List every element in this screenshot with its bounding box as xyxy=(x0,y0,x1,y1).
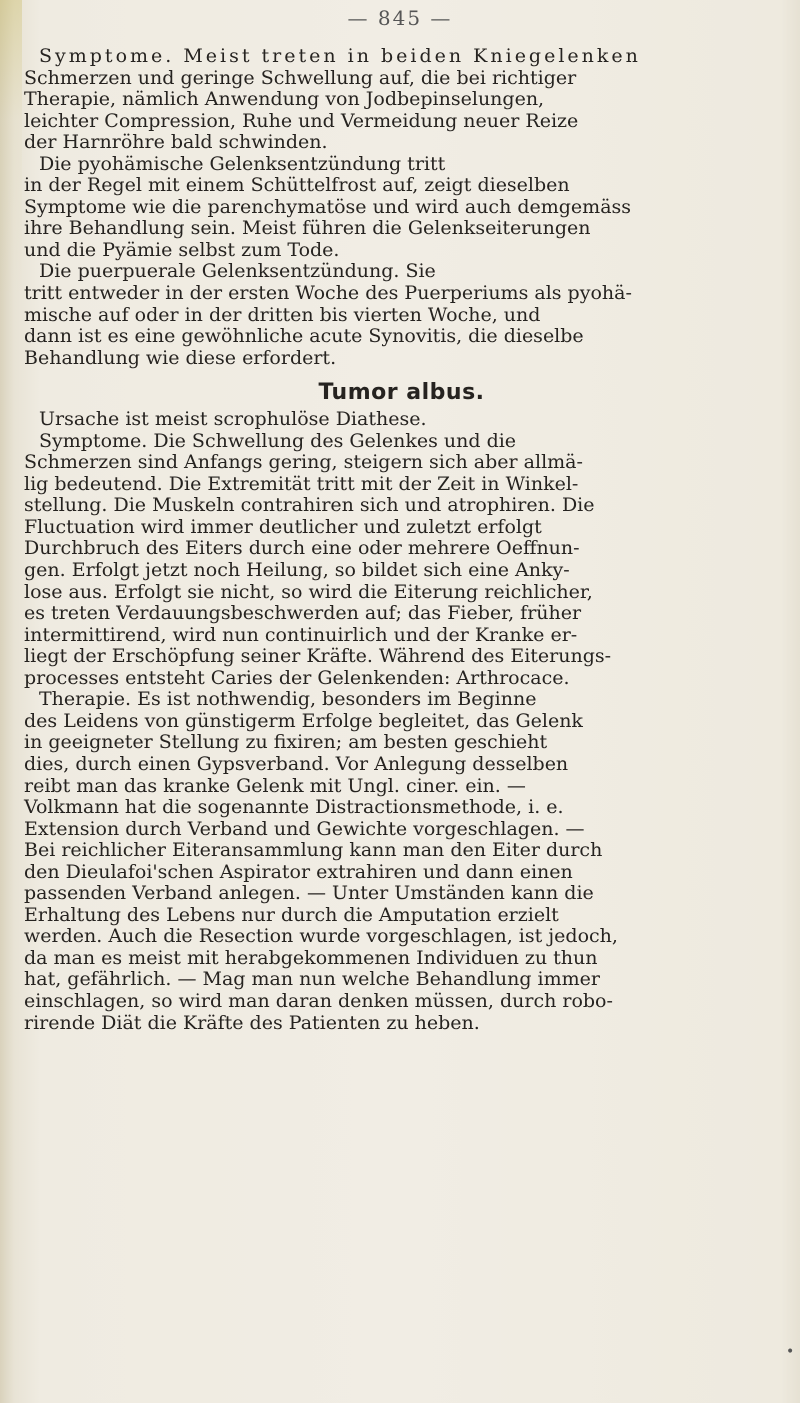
text-line: mische auf oder in der dritten bis vierten Woche, und xyxy=(24,303,541,326)
text-line: rirende Diät die Kräfte des Patienten zu heben. xyxy=(24,1011,480,1034)
text-line: Behandlung wie diese erfordert. xyxy=(24,346,337,369)
text-line: da man es meist mit herabgekommenen Individuen zu thun xyxy=(24,946,598,969)
text-line: werden. Auch die Resection wurde vorgeschlagen, ist jedoch, xyxy=(24,925,618,948)
page-edge-stain xyxy=(0,0,22,1403)
text-line: tritt entweder in der ersten Woche des Puerperiums als pyohä- xyxy=(24,282,632,305)
text-line: Therapie, nämlich Anwendung von Jodbepinselungen, xyxy=(24,88,545,111)
text-line: dies, durch einen Gypsverband. Vor Anlegung desselben xyxy=(24,752,569,775)
text-line: Therapie. Es ist nothwendig, besonders im Beginne xyxy=(39,688,537,711)
text-line: lose aus. Erfolgt sie nicht, so wird die Eiterung reichlicher, xyxy=(24,580,593,603)
text-line: processes entsteht Caries der Gelenkenden: Arthrocace. xyxy=(24,666,570,689)
text-line: des Leidens von günstigerm Erfolge begleitet, das Gelenk xyxy=(24,709,583,732)
text-line: der Harnröhre bald schwinden. xyxy=(24,131,328,154)
text-line: passenden Verband anlegen. — Unter Umständen kann die xyxy=(24,882,594,905)
text-line: Erhaltung des Lebens nur durch die Amputation erzielt xyxy=(24,903,559,926)
text-line: liegt der Erschöpfung seiner Kräfte. Während des Eiterungs- xyxy=(24,645,612,668)
text-line: Bei reichlicher Eiteransammlung kann man den Eiter durch xyxy=(24,839,603,862)
text-line: gen. Erfolgt jetzt noch Heilung, so bildet sich eine Anky- xyxy=(24,559,570,582)
text-line: Symptome. Meist treten in beiden Kniegelenken xyxy=(39,45,641,67)
text-line: einschlagen, so wird man daran denken müssen, durch robo- xyxy=(24,989,613,1012)
text-line: hat, gefährlich. — Mag man nun welche Behandlung immer xyxy=(24,968,600,991)
text-line: Symptome. Die Schwellung des Gelenkes und die xyxy=(39,429,517,452)
page-body xyxy=(24,46,779,1034)
text-line: Extension durch Verband und Gewichte vorgeschlagen. — xyxy=(24,817,585,840)
text-line: Schmerzen sind Anfangs gering, steigern sich aber allmä- xyxy=(24,451,583,474)
text-line: ihre Behandlung sein. Meist führen die Gelenkseiterungen xyxy=(24,217,591,240)
text-line: reibt man das kranke Gelenk mit Ungl. ciner. ein. — xyxy=(24,774,526,797)
text-line: Symptome wie die parenchymatöse und wird auch demgemäss xyxy=(24,195,632,218)
page-number: — 845 — xyxy=(347,6,453,30)
text-line: stellung. Die Muskeln contrahiren sich und atrophiren. Die xyxy=(24,494,595,517)
text-line: Die pyohämische Gelenksentzündung tritt xyxy=(39,152,446,175)
text-line: leichter Compression, Ruhe und Vermeidung neuer Reize xyxy=(24,109,579,132)
text-line: und die Pyämie selbst zum Tode. xyxy=(24,238,340,261)
text-line: in geeigneter Stellung zu fixiren; am besten geschieht xyxy=(24,731,548,754)
text-line: es treten Verdauungsbeschwerden auf; das Fieber, früher xyxy=(24,602,582,625)
text-line: Durchbruch des Eiters durch eine oder mehrere Oeffnun- xyxy=(24,537,580,560)
text-line: intermittirend, wird nun continuirlich und der Kranke er- xyxy=(24,623,578,646)
text-line: Volkmann hat die sogenannte Distractionsmethode, i. e. xyxy=(24,796,564,819)
text-line: lig bedeutend. Die Extremität tritt mit der Zeit in Winkel- xyxy=(24,472,579,495)
text-line: Die puerpuerale Gelenksentzündung. Sie xyxy=(39,260,436,283)
text-line: in der Regel mit einem Schüttelfrost auf, zeigt dieselben xyxy=(24,174,570,197)
text-line: den Dieulafoi'schen Aspirator extrahiren und dann einen xyxy=(24,860,573,883)
text-line: Fluctuation wird immer deutlicher und zuletzt erfolgt xyxy=(24,515,542,538)
text-line: Ursache ist meist scrophulöse Diathese. xyxy=(39,408,427,431)
margin-dot: • xyxy=(786,1344,795,1360)
text-line: Schmerzen und geringe Schwellung auf, die bei richtiger xyxy=(24,66,577,89)
text-line: dann ist es eine gewöhnliche acute Synovitis, die dieselbe xyxy=(24,325,584,348)
section-heading: Tumor albus. xyxy=(318,380,485,406)
